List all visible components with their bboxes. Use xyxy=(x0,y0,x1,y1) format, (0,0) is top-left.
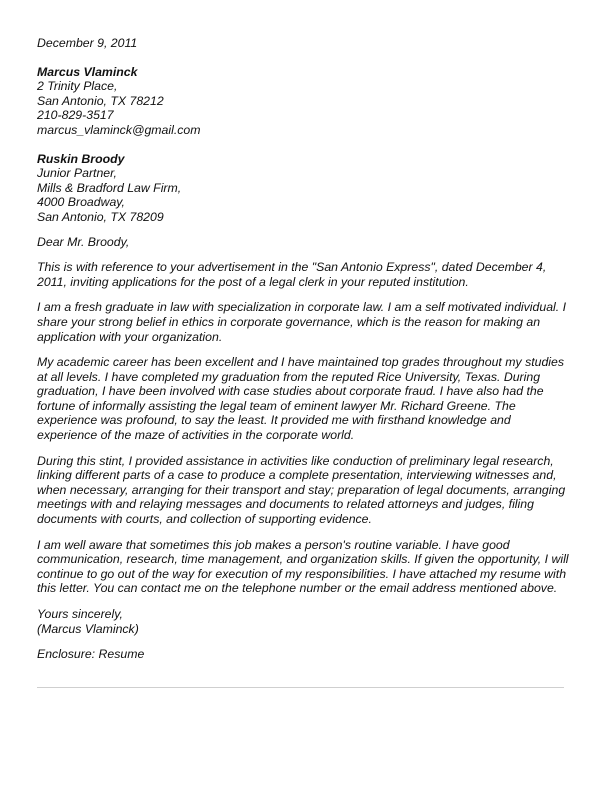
sender-block xyxy=(37,65,560,138)
signature-text: (Marcus Vlaminck) xyxy=(37,621,139,636)
paragraph-line: I am well aware that sometimes this job makes a person's routine variable. I have good xyxy=(37,537,510,552)
letter-date xyxy=(37,36,560,51)
salutation-text: Dear Mr. Broody, xyxy=(37,234,130,249)
paragraph-line: fortune of informally assisting the legal team of eminent lawyer Mr. Richard Greene. The xyxy=(37,398,516,413)
recipient-address-line: Mills & Bradford Law Firm, xyxy=(37,180,182,195)
sender-address-line: 2 Trinity Place, xyxy=(37,79,118,94)
paragraph-line: share your strong belief in ethics in corporate governance, which is the reason for making an xyxy=(37,314,541,329)
paragraph-line: linking different parts of a case to produce a complete presentation, interviewing witnesses and, xyxy=(37,468,557,483)
body-paragraph xyxy=(37,300,567,344)
paragraph-line: when necessary, arranging for their transport and stay; preparation of legal documents, arranging xyxy=(37,482,566,497)
footer-divider xyxy=(37,687,564,688)
paragraph-line: meetings with and relaying messages and documents to related attorneys and judges, filing xyxy=(37,497,534,512)
enclosure xyxy=(37,647,560,662)
paragraph-line: experience was profound, to say the least. It provided me with firsthand knowledge and xyxy=(37,413,511,428)
paragraph-line: experience of the maze of activities in the corporate world. xyxy=(37,428,355,443)
closing-text: Yours sincerely, xyxy=(37,607,123,621)
body-paragraph xyxy=(37,537,569,596)
paragraph-line: 2011, inviting applications for the post of a legal clerk in your reputed institution. xyxy=(37,274,469,289)
paragraph-line: this letter. You can contact me on the telephone number or the email address mentioned above. xyxy=(37,581,558,596)
sender-phone: 210-829-3517 xyxy=(37,108,114,123)
sender-address-line: San Antonio, TX 78212 xyxy=(37,93,164,108)
sender-email: marcus_vlaminck@gmail.com xyxy=(37,122,201,137)
closing-block xyxy=(37,607,560,636)
recipient-address-line: Junior Partner, xyxy=(37,166,117,181)
body-paragraph xyxy=(37,453,566,527)
paragraph-line: at all levels. I have completed my graduation from the reputed Rice University, Texas. During xyxy=(37,369,541,384)
recipient-name: Ruskin Broody xyxy=(37,151,125,166)
salutation xyxy=(37,235,560,250)
paragraph-line: communication, research, time management, and organization skills. If given the opportunity, I will xyxy=(37,552,569,567)
paragraph-line: continue to go out of the way for execution of my responsibilities. I have attached my resume with xyxy=(37,566,567,581)
paragraph-line: application with your organization. xyxy=(37,329,223,344)
paragraph-line: This is with reference to your advertisement in the "San Antonio Express", dated December 4, xyxy=(37,260,547,275)
enclosure-text: Enclosure: Resume xyxy=(37,647,145,662)
paragraph-line: During this stint, I provided assistance in activities like conduction of preliminary legal research, xyxy=(37,453,554,468)
paragraph-line: My academic career has been excellent and I have maintained top grades throughout my studies xyxy=(37,355,565,370)
paragraph-line: documents with courts, and collection of supporting evidence. xyxy=(37,512,372,527)
paragraph-line: graduation, I have been involved with case studies about corporate fraud. I have also had the xyxy=(37,384,544,399)
recipient-address-line: San Antonio, TX 78209 xyxy=(37,209,164,224)
body-paragraph xyxy=(37,260,560,289)
date-text: December 9, 2011 xyxy=(37,36,138,50)
body-paragraph xyxy=(37,355,565,443)
paragraph-line: I am a fresh graduate in law with specialization in corporate law. I am a self motivated individual. I xyxy=(37,300,567,315)
sender-name: Marcus Vlaminck xyxy=(37,64,138,79)
recipient-address-line: 4000 Broadway, xyxy=(37,195,125,210)
recipient-block xyxy=(37,152,560,225)
